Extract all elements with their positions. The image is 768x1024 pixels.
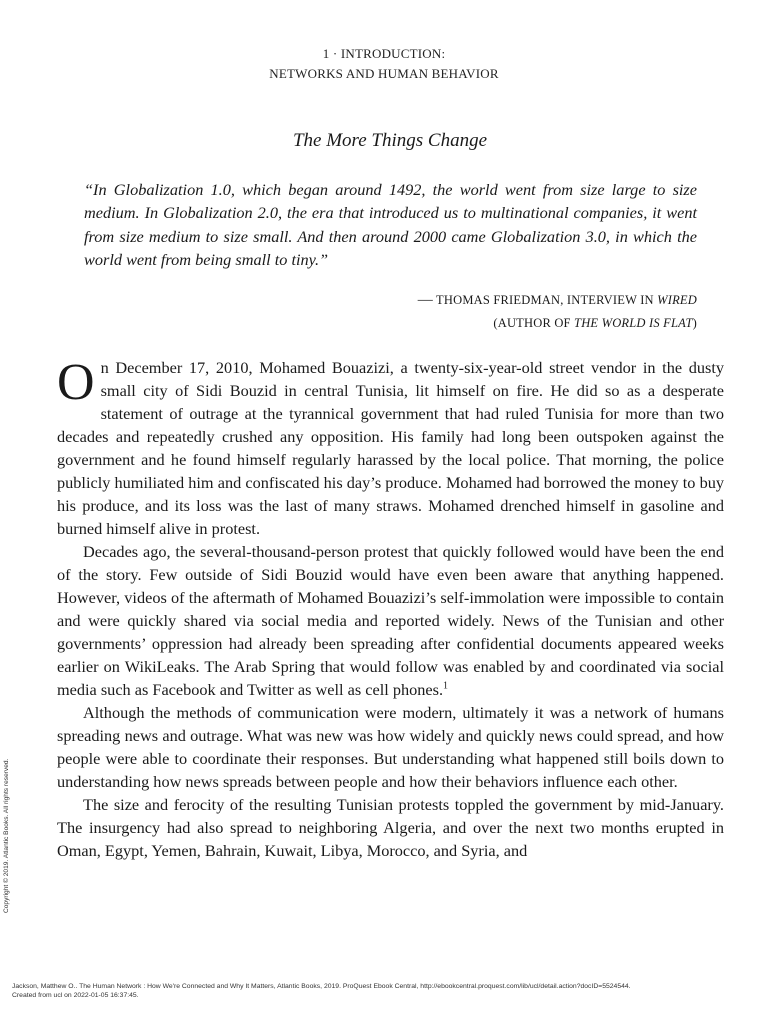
body-text (57, 356, 724, 862)
paragraph-3: Although the methods of communication were modern, ultimately it was a network of humans spreading news and outrage. What was new was how widely and quickly news could spread, and how people were able to coordinate their responses. But understanding what happened still boils down to understanding how news spreads between people and how their behaviors influence each other. (57, 703, 724, 791)
drop-cap: O (57, 354, 95, 411)
paragraph-1 (57, 356, 724, 540)
paragraph-1-text: n December 17, 2010, Mohamed Bouazizi, a twenty-six-year-old street vendor in the dusty small city of Sidi Bouzid in central Tunisia, lit himself on fire. He did so as a desperate statement of outrage at the tyrannical government that had ruled Tunisia for more than two decades and repeatedly crushed any opposition. His family had long been outspoken against the government and he found himself regularly harassed by the local police. That morning, the police publicly humiliated him and confiscated his day’s produce. Mohamed had borrowed the money to buy his produce, and its loss was the last of many straws. Mohamed drenched himself in gasoline and burned himself alive in protest. (57, 358, 724, 538)
epigraph-author-of (300, 316, 697, 331)
epigraph-quote: “In Globalization 1.0, which began around 1492, the world went from size large to size medium. In Globalization 2.0, the era that introduced us to multinational companies, it went from size medium to size small. And then around 2000 came Globalization 3.0, in which the world went from being small to tiny.” (84, 180, 697, 270)
running-head-subtitle: NETWORKS AND HUMAN BEHAVIOR (269, 66, 499, 81)
author-of-title: THE WORLD IS FLAT (574, 316, 693, 330)
footer-citation: Jackson, Matthew O.. The Human Network : How We're Connected and Why It Matters, Atlantic Books, 2019. ProQuest Ebook Central, http://ebookcentral.proquest.com/lib/ucl/detail.action?docID=5524544. (12, 983, 631, 990)
section-title: The More Things Change (292, 130, 488, 151)
attribution-magazine: WIRED (657, 293, 697, 307)
epigraph-attribution (300, 292, 697, 309)
author-of-suffix: ) (692, 316, 697, 330)
paragraph-4: The size and ferocity of the resulting Tunisian protests toppled the government by mid-January. The insurgency had also spread to neighboring Algeria, and over the next two months erupted in Oman, Egypt, Yemen, Bahrain, Kuwait, Libya, Morocco, and Syria, and (57, 795, 724, 860)
author-of-prefix: (AUTHOR OF (493, 316, 571, 330)
attribution-dash: — (417, 292, 433, 308)
paragraph-2 (57, 540, 724, 701)
running-head-chapter: 1 · INTRODUCTION: (322, 46, 446, 61)
side-copyright-notice: Copyright © 2019. Atlantic Books. All rights reserved. (3, 758, 10, 913)
paragraph-2-text: Decades ago, the several-thousand-person protest that quickly followed would have been the end of the story. Few outside of Sidi Bouzid would have even been aware that anything happened. However, videos of the aftermath of Mohamed Bouazizi’s self-immolation were impossible to contain and were quickly shared via social media and reported widely. News of the Tunisian and other governments’ oppression had already been spreading after confidential documents appeared weeks earlier on WikiLeaks. The Arab Spring that would follow was enabled by and coordinated via social media such as Facebook and Twitter as well as cell phones. (57, 542, 724, 699)
footer-created: Created from ucl on 2022-01-05 16:37:45. (12, 992, 139, 999)
footnote-marker[interactable]: 1 (443, 680, 449, 692)
attribution-name: THOMAS FRIEDMAN, INTERVIEW IN (436, 293, 654, 307)
